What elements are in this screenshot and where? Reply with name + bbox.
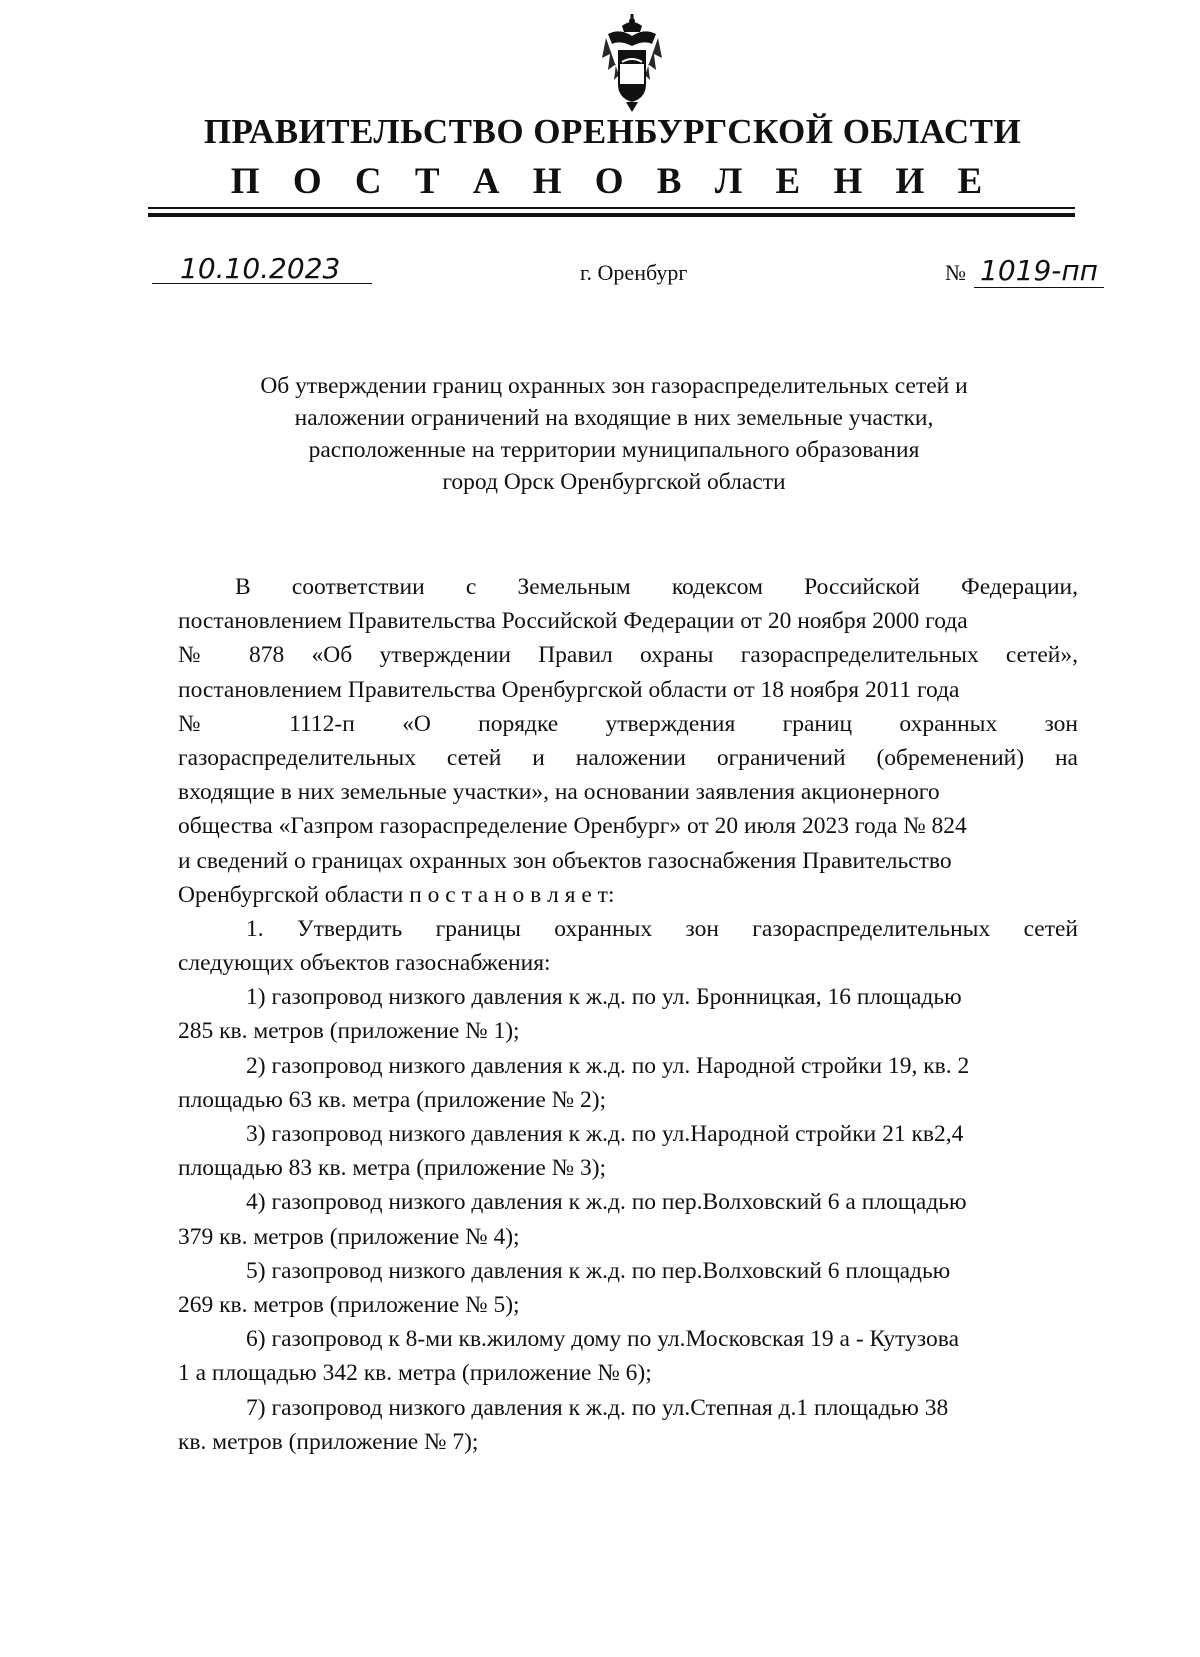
title-line: наложении ограничений на входящие в них земельные участки,	[294, 405, 934, 431]
body-line: В соответствии с Земельным кодексом Российской Федерации,	[235, 574, 1078, 600]
document-city: г. Оренбург	[580, 260, 688, 285]
body-line: 285 кв. метров (приложение № 1);	[178, 1018, 520, 1045]
number-value: 1019-пп	[974, 254, 1104, 288]
number-prefix: №	[945, 260, 966, 285]
body-line: № 878 «Об утверждении Правил охраны газораспределительных сетей»,	[178, 642, 1078, 669]
list-item: 3) газопровод низкого давления к ж.д. по ул.Народной стройки 21 кв2,4	[246, 1121, 964, 1147]
body-line: 1 а площадью 342 кв. метра (приложение № 6);	[178, 1360, 652, 1387]
body-line: входящие в них земельные участки», на основании заявления акционерного	[178, 779, 940, 806]
title-line: Об утверждении границ охранных зон газораспределительных сетей и	[260, 373, 968, 399]
government-name: ПРАВИТЕЛЬСТВО ОРЕНБУРГСКОЙ ОБЛАСТИ	[203, 112, 1022, 151]
body-line: общества «Газпром газораспределение Оренбург» от 20 июля 2023 года № 824	[178, 813, 967, 840]
body-line: Оренбургской области п о с т а н о в л я е т:	[178, 881, 615, 908]
body-line: постановлением Правительства Российской Федерации от 20 ноября 2000 года	[178, 608, 968, 635]
body-line: следующих объектов газоснабжения:	[178, 950, 551, 977]
body-line: 379 кв. метров (приложение № 4);	[178, 1223, 520, 1250]
title-line: город Орск Оренбургской области	[442, 469, 786, 495]
list-item: 5) газопровод низкого давления к ж.д. по пер.Волховский 6 площадью	[246, 1257, 951, 1284]
list-item: 1. Утвердить границы охранных зон газораспределительных сетей	[246, 915, 1078, 942]
document-body	[178, 570, 1078, 1459]
list-item: 4) газопровод низкого давления к ж.д. по пер.Волховский 6 а площадью	[246, 1189, 967, 1216]
list-item: 7) газопровод низкого давления к ж.д. по ул.Степная д.1 площадью 38	[246, 1394, 949, 1421]
list-item: 2) газопровод низкого давления к ж.д. по ул. Народной стройки 19, кв. 2	[246, 1052, 970, 1079]
body-line: кв. метров (приложение № 7);	[178, 1428, 479, 1455]
body-line: площадью 83 кв. метра (приложение № 3);	[178, 1155, 607, 1182]
body-line: газораспределительных сетей и наложении ограничений (обременений) на	[178, 744, 1078, 771]
header-divider-thin	[148, 207, 1075, 209]
document-date: 10.10.2023	[152, 254, 372, 284]
header-divider-thick	[148, 213, 1075, 217]
title-line: расположенные на территории муниципального образования	[308, 437, 920, 463]
document-type: П О С Т А Н О В Л Е Н И Е	[230, 161, 995, 202]
body-line: постановлением Правительства Оренбургской области от 18 ноября 2011 года	[178, 676, 960, 703]
body-line: 269 кв. метров (приложение № 5);	[178, 1291, 520, 1318]
body-line: площадью 63 кв. метра (приложение № 2);	[178, 1086, 607, 1113]
body-line: и сведений о границах охранных зон объектов газоснабжения Правительство	[178, 847, 952, 874]
document-title	[150, 370, 1078, 498]
list-item: 1) газопровод низкого давления к ж.д. по ул. Бронницкая, 16 площадью	[246, 984, 962, 1011]
list-item: 6) газопровод к 8-ми кв.жилому дому по ул.Московская 19 а - Кутузова	[246, 1326, 959, 1353]
document-number	[945, 254, 1104, 288]
body-line: № 1112-п «О порядке утверждения границ охранных зон	[178, 710, 1078, 737]
coat-of-arms-icon	[600, 14, 664, 114]
